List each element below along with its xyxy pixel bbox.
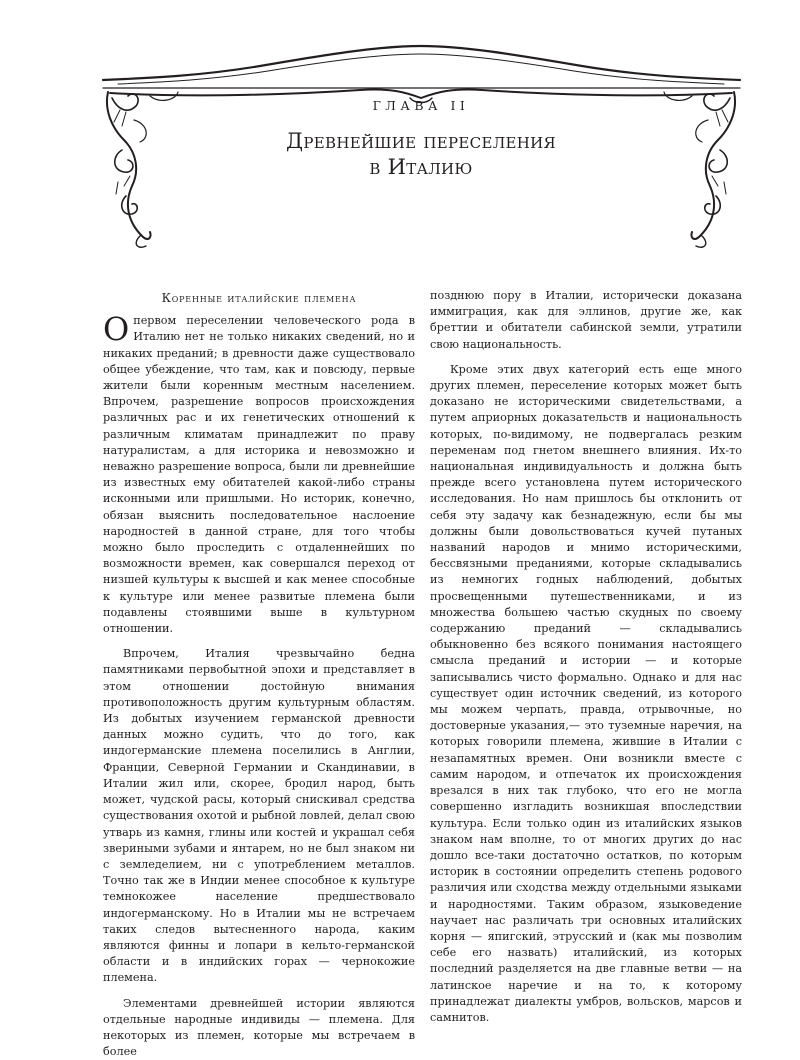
paragraph-1-text: первом переселении человеческого рода в Италию нет не только никаких сведений, но и никаких преданий; в древности даже существовало общее убеждение, что там, как и повсюду, первые жители были коренным местным населением. Впрочем, разрешение вопросов происхождения различных рас и их генетических отношений к различным климатам принадлежит по праву натуралистам, а для историка и невозможно и неважно разрешение вопроса, были ли древнейшие из известных ему обитателей какой-либо страны исконными или пришлыми. Но историк, конечно, обязан выяснить последовательное наслоение народностей в данной стране, для того чтобы можно было проследить с отдаленнейших по возможности времен, как совершался переход от низшей культуры к высшей и как менее способные к культуре или менее развитые племена были подавлены стоявшими выше в культурном отношении. [103,314,415,636]
paragraph-3: Элементами древнейшей истории являются отдельные народные индивиды — племена. Для некоторых из племен, которые мы встречаем в более [103,996,415,1059]
right-column [430,288,742,1026]
left-column [103,290,415,1060]
paragraph-2: Впрочем, Италия чрезвычайно бедна памятниками первобытной эпохи и представляет в этом отношении достойную внимания противоположность другим культурным областям. Из добытых изучением германской древности данных можно судить, что до того, как индогерманские племена поселились в Англии, Франции, Северной Германии и Скандинавии, в Италии жил или, скорее, бродил народ, быть может, чудской расы, который снискивал средства существования охотой и рыбной ловлей, делал свою утварь из камня, глины или костей и украшал себя звериными зубами и янтарем, но не был знаком ни с земледелием, ни с употреблением металлов. Точно так же в Индии менее способное к культуре темнокожее население предшествовало индогерманскому. Но в Италии мы не встречаем таких следов вытесненного народа, каким являются финны и лопари в кельто-германской области и в индийских горах — чернокожие племена. [103,647,416,985]
chapter-title [0,128,800,180]
chapter-label: ГЛАВА II [372,98,470,113]
paragraph-1 [103,310,415,637]
paragraph-4: позднюю пору в Италии, исторически доказана иммиграция, как для эллинов, другие же, как бреттии и обитатели сабинской земли, утратили свою национальность. [430,289,742,351]
paragraph-5: Кроме этих двух категорий есть еще много других племен, переселение которых может быть доказано не историческими свидетельствами, а путем априорных доказательств и национальность которых, по-видимому, не подвергалась резким переменам под гнетом внешнего влияния. Их-то национальная индивидуальность и должна быть прежде всего установлена путем исторического исследования. Но нам пришлось бы отклонить от себя эту задачу как безнадежную, если бы мы должны были довольствоваться кучей путаных названий народов и мнимо историческими, бессвязными преданиями, которые складывались из немногих годных наблюдений, добытых просвещенными путешественниками, и из множества большею частью скудных по своему содержанию преданий — складывались обыкновенно без всякого понимания настоящего смысла преданий и истории — и которые записывались чисто формально. Однако и для нас существует один источник сведений, из которого мы можем черпать, правда, отрывочные, но достоверные указания,— это туземные наречия, на которых говорили племена, жившие в Италии с незапамятных времен. Они возникли вместе с самим народом, и отпечаток их происхождения врезался в них так глубоко, что его не могла совершенно изгладить возникшая впоследствии культура. Если только один из италийских языков знаком нам вполне, то от многих других до нас дошло все-таки достаточно остатков, по которым историк в состоянии определить степень родового различия или сходства между отдельными языками и народностями. Таким образом, языковедение научает нас различать три основных италийских корня — япигский, этрусский и (как мы позволим себе его назвать) италийский, из которых последний разделяется на две главные ветви — на латинское наречие и на то, к которому принадлежат диалекты умбров, вольсков, марсов и самнитов. [430,362,742,1024]
section-title: Коренные италийские племена [161,291,357,305]
chapter-title-line-2: в Италию [369,155,473,179]
chapter-title-line-1: Древнейшие переселения [286,129,556,153]
drop-cap: О [103,310,130,349]
